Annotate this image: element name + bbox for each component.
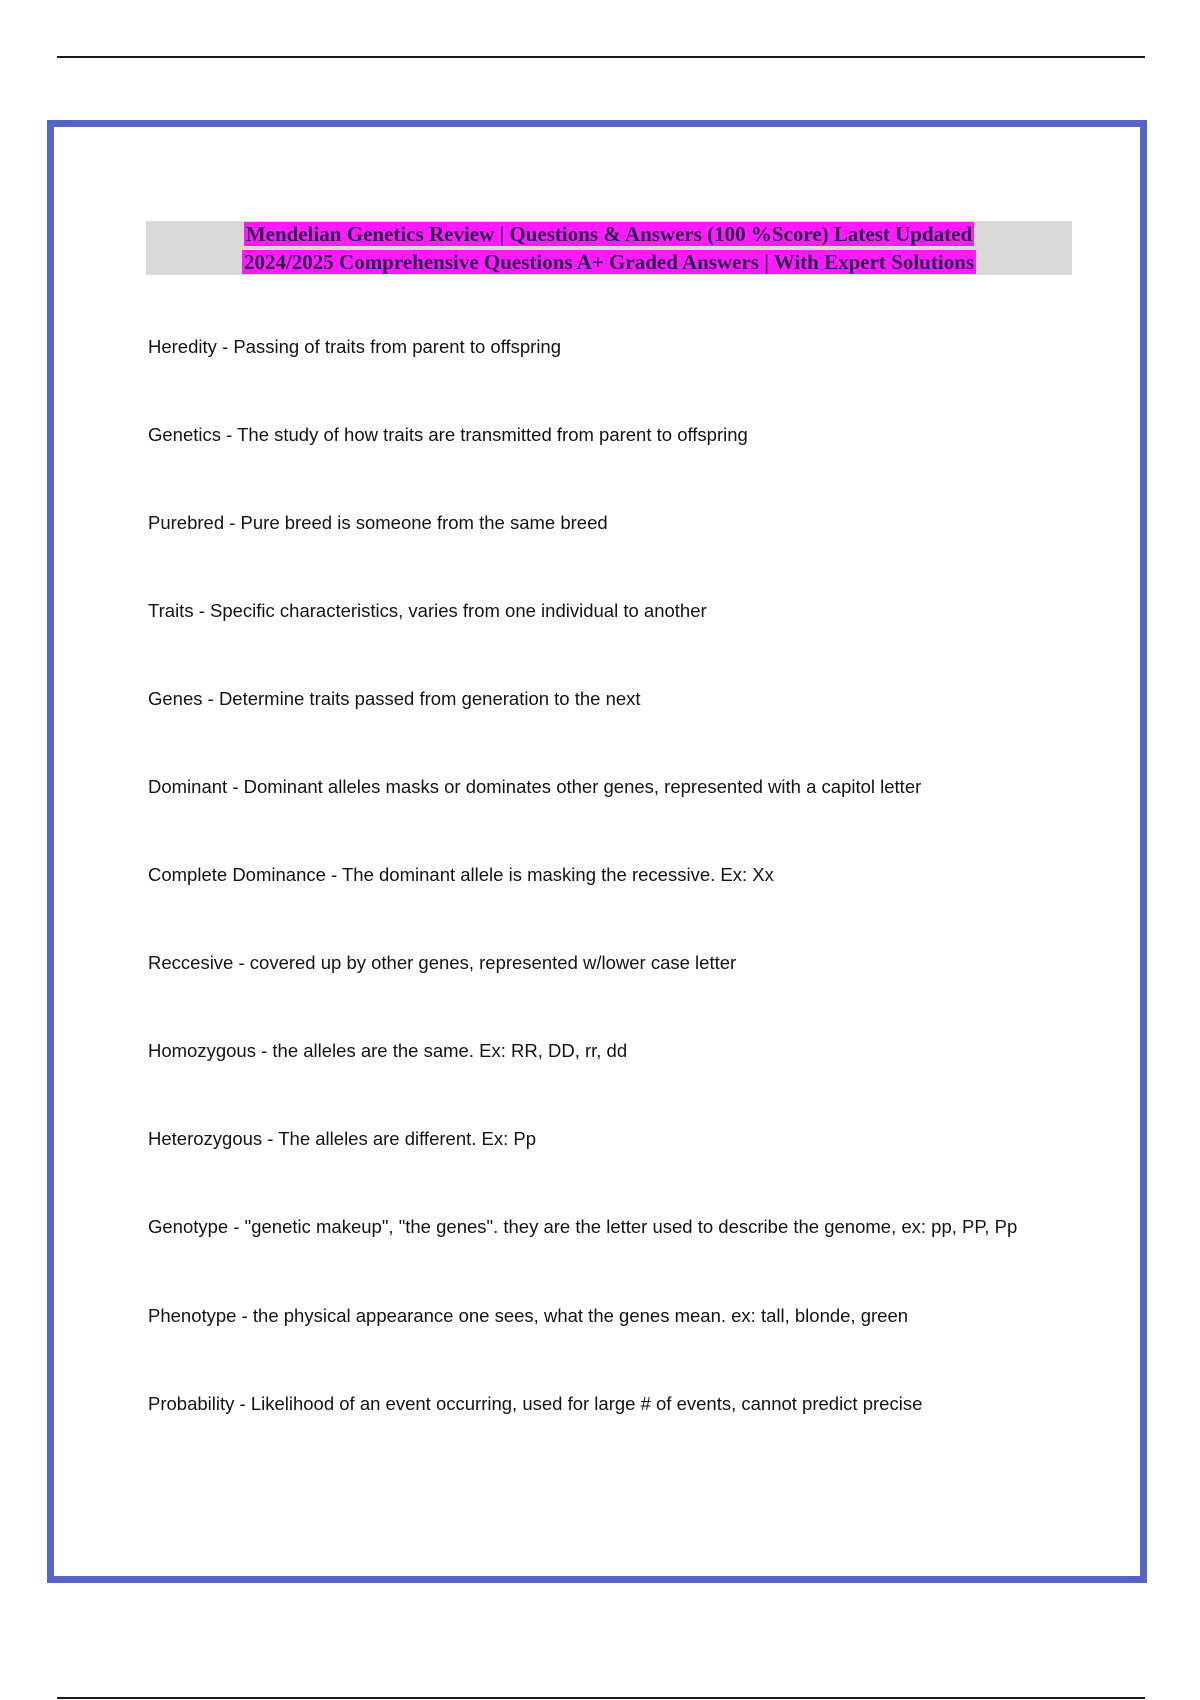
definition-homozygous: Homozygous - the alleles are the same. Ex: RR, DD, rr, dd	[148, 1040, 628, 1061]
definition-dominant: Dominant - Dominant alleles masks or dominates other genes, represented with a capitol letter	[148, 776, 922, 797]
header-rule	[57, 56, 1145, 58]
definition-heterozygous: Heterozygous - The alleles are different. Ex: Pp	[148, 1128, 537, 1149]
definition-probability: Probability - Likelihood of an event occurring, used for large # of events, cannot predict precise	[148, 1393, 923, 1414]
title-line-1: Mendelian Genetics Review | Questions & Answers (100 %Score) Latest Updated	[245, 222, 973, 246]
definition-list	[148, 333, 1108, 1478]
definition-genetics: Genetics - The study of how traits are transmitted from parent to offspring	[148, 424, 748, 445]
document-title-band	[146, 221, 1072, 275]
definition-genotype: Genotype - "genetic makeup", "the genes". they are the letter used to describe the genome, ex: pp, PP, Pp	[148, 1216, 1018, 1237]
page-frame	[47, 120, 1147, 1583]
document-title	[242, 220, 976, 276]
footer-rule	[57, 1697, 1145, 1699]
definition-complete-dominance: Complete Dominance - The dominant allele is masking the recessive. Ex: Xx	[148, 864, 774, 885]
definition-genes: Genes - Determine traits passed from generation to the next	[148, 688, 641, 709]
definition-traits: Traits - Specific characteristics, varies from one individual to another	[148, 600, 707, 621]
definition-reccesive: Reccesive - covered up by other genes, represented w/lower case letter	[148, 952, 737, 973]
definition-phenotype: Phenotype - the physical appearance one sees, what the genes mean. ex: tall, blonde, green	[148, 1305, 909, 1326]
definition-heredity: Heredity - Passing of traits from parent to offspring	[148, 336, 562, 357]
title-line-2: 2024/2025 Comprehensive Questions A+ Graded Answers | With Expert Solutions	[243, 250, 975, 274]
definition-purebred: Purebred - Pure breed is someone from the same breed	[148, 512, 608, 533]
